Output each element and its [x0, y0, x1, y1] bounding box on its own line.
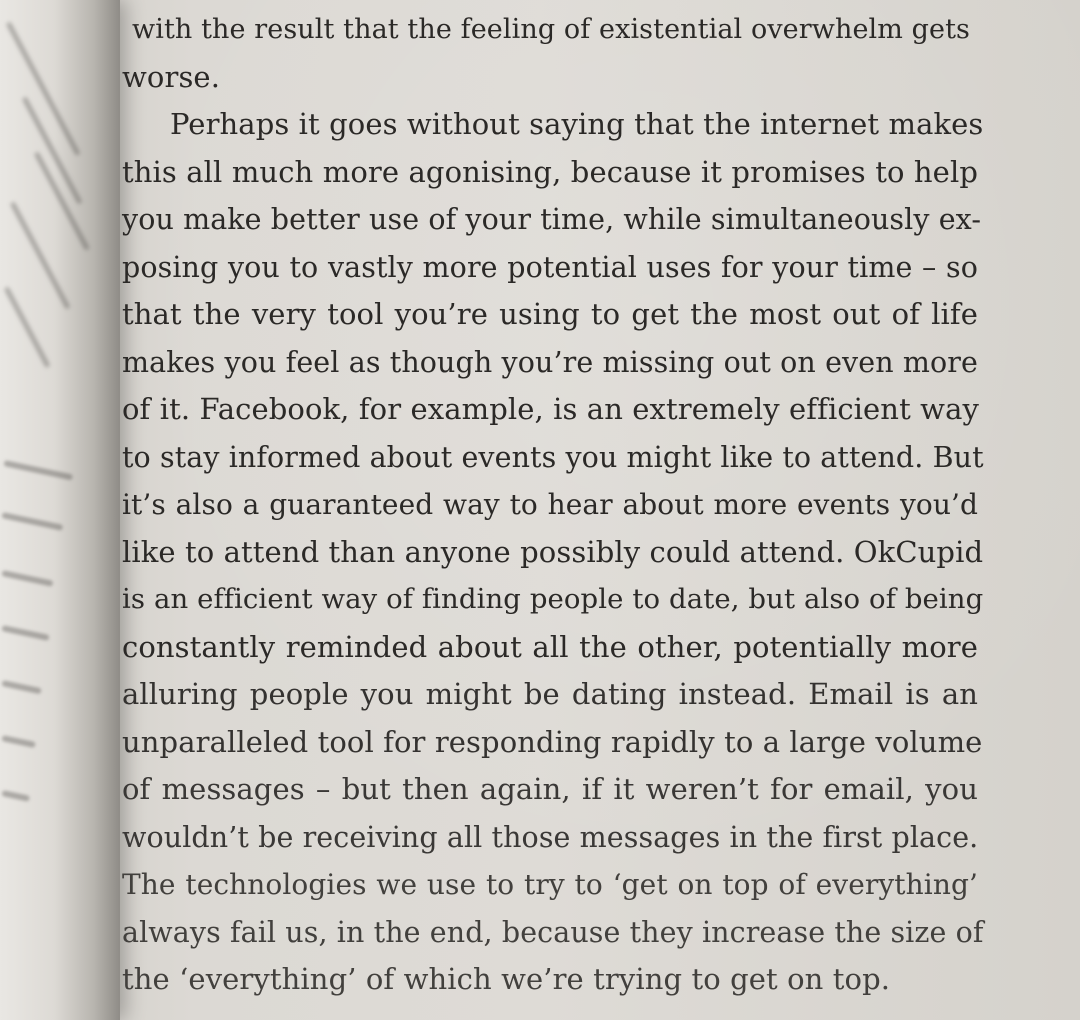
- text-line-17: of messages – but then again, if it weren’t for email, you: [122, 772, 978, 806]
- text-line-14: constantly reminded about all the other, potentially more: [122, 629, 978, 664]
- body-text: [122, 6, 984, 1004]
- text-line-1: with the result that the feeling of existential overwhelm gets: [132, 14, 971, 45]
- text-line-19: The technologies we use to try to ‘get on top of everything’: [122, 868, 978, 901]
- text-line-21: the ‘everything’ of which we’re trying to get on top.: [122, 962, 891, 996]
- text-line-3: Perhaps it goes without saying that the internet makes: [170, 107, 984, 141]
- text-line-20: always fail us, in the end, because they increase the size of: [122, 915, 984, 949]
- text-line-7: that the very tool you’re using to get the most out of life: [122, 297, 978, 331]
- text-line-11: it’s also a guaranteed way to hear about more events you’d: [122, 488, 978, 521]
- text-line-2: worse.: [122, 59, 221, 94]
- text-line-8: makes you feel as though you’re missing out on even more: [122, 345, 978, 379]
- text-line-9: of it. Facebook, for example, is an extremely efficient way: [122, 392, 979, 426]
- text-line-6: posing you to vastly more potential uses for your time – so: [122, 250, 978, 284]
- text-line-15: alluring people you might be dating instead. Email is an: [122, 677, 978, 711]
- text-line-13: is an efficient way of finding people to date, but also of being: [122, 583, 984, 615]
- text-line-10: to stay informed about events you might like to attend. But: [122, 440, 984, 474]
- text-line-5: you make better use of your time, while simultaneously ex-: [122, 203, 982, 236]
- text-line-16: unparalleled tool for responding rapidly to a large volume: [122, 724, 983, 759]
- facing-page-edge: [0, 0, 120, 1020]
- text-line-12: like to attend than anyone possibly could attend. OkCupid: [122, 534, 984, 569]
- text-line-18: wouldn’t be receiving all those messages in the first place.: [122, 820, 979, 854]
- text-line-4: this all much more agonising, because it promises to help: [122, 154, 978, 189]
